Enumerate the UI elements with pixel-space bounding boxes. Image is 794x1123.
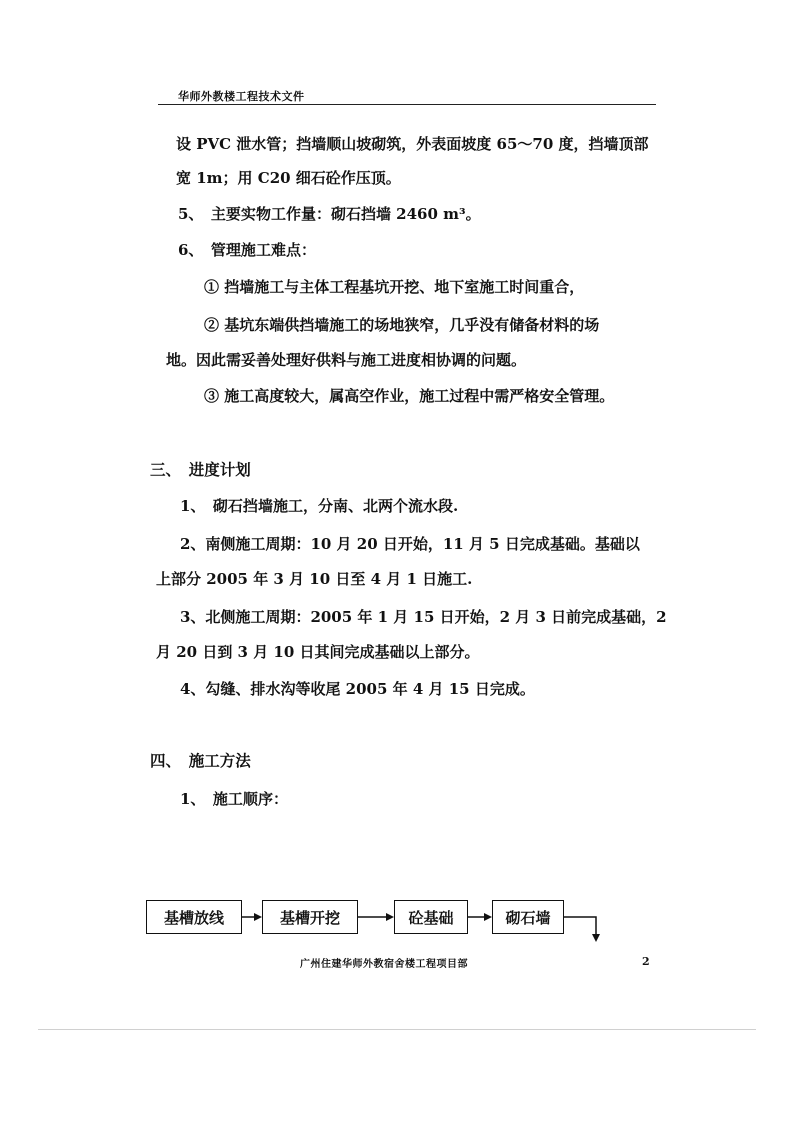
body-line: 月 20 日到 3 月 10 日其间完成基础以上部分。	[156, 643, 480, 661]
body-line: ① 挡墙施工与主体工程基坑开挖、地下室施工时间重合，	[204, 278, 585, 296]
body-line: ② 基坑东端供挡墙施工的场地狭窄，几乎没有储备材料的场	[204, 316, 600, 334]
flow-step	[394, 900, 468, 934]
flow-step	[492, 900, 564, 934]
flow-step-label: 砼基础	[408, 908, 454, 927]
body-line: ③ 施工高度较大，属高空作业，施工过程中需严格安全管理。	[204, 387, 615, 405]
body-line: 6、 管理施工难点：	[178, 241, 316, 259]
body-line: 3、北侧施工周期：2005 年 1 月 15 日开始，2 月 3 日前完成基础，2	[180, 608, 667, 626]
body-line: 4、勾缝、排水沟等收尾 2005 年 4 月 15 日完成。	[180, 680, 535, 698]
body-line: 地。因此需妥善处理好供料与施工进度相协调的问题。	[166, 351, 527, 369]
body-line: 上部分 2005 年 3 月 10 日至 4 月 1 日施工.	[156, 570, 473, 588]
header-title: 华师外教楼工程技术文件	[178, 90, 305, 103]
arrow-right-icon	[242, 909, 262, 925]
page-number: 2	[642, 955, 650, 968]
body-line: 1、 施工顺序：	[180, 790, 288, 808]
body-line: 设 PVC 泄水管；挡墙顺山坡砌筑，外表面坡度 65～70 度，挡墙顶部	[176, 135, 649, 153]
flow-step-label: 基槽放线	[163, 908, 224, 927]
flow-step	[146, 900, 242, 934]
body-line: 1、 砌石挡墙施工，分南、北两个流水段.	[180, 497, 459, 515]
body-line: 5、 主要实物工作量：砌石挡墙 2460 m³。	[178, 205, 481, 223]
section-heading: 三、 进度计划	[150, 460, 251, 479]
page-divider	[38, 1029, 756, 1030]
arrow-right-icon	[358, 909, 394, 925]
flow-step-label: 砌石墙	[505, 908, 551, 927]
construction-sequence-flowchart	[146, 900, 606, 942]
arrow-down-icon	[564, 908, 604, 942]
page-footer: 广州住建华师外教宿舍楼工程项目部	[300, 959, 468, 970]
page-header	[158, 88, 656, 105]
body-line: 2、南侧施工周期：10 月 20 日开始，11 月 5 日完成基础。基础以	[180, 535, 640, 553]
arrow-right-icon	[468, 909, 492, 925]
flow-step-label: 基槽开挖	[279, 908, 340, 927]
body-line: 宽 1m；用 C20 细石砼作压顶。	[176, 169, 401, 187]
section-heading: 四、 施工方法	[150, 751, 251, 770]
flow-step	[262, 900, 358, 934]
